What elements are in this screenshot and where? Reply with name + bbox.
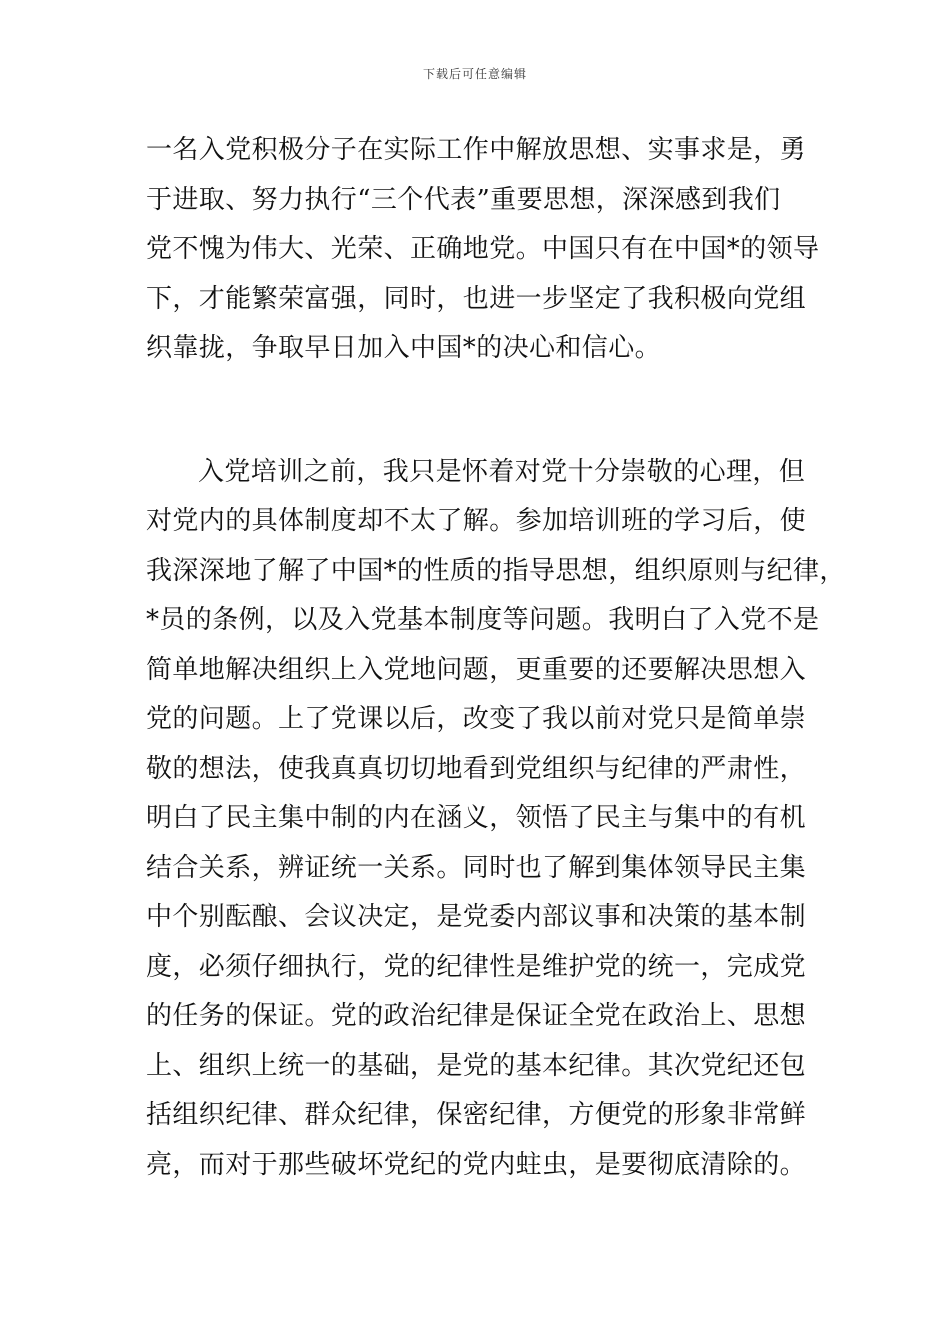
text-line: 结合关系，辨证统一关系。同时也了解到集体领导民主集 bbox=[146, 852, 807, 883]
text-line: 对党内的具体制度却不太了解。参加培训班的学习后，使 bbox=[146, 506, 807, 536]
text-line: 下，才能繁荣富强，同时，也进一步坚定了我积极向党组 bbox=[146, 283, 807, 314]
text-line: 我深深地了解了中国*的性质的指导思想，组织原则与纪律， bbox=[146, 555, 846, 586]
paragraph-2 bbox=[146, 448, 846, 1191]
text-line: 一名入党积极分子在实际工作中解放思想、实事求是，勇 bbox=[146, 135, 807, 165]
text-line: 明白了民主集中制的内在涵义，领悟了民主与集中的有机 bbox=[146, 803, 807, 833]
text-line: 简单地解决组织上入党地问题，更重要的还要解决思想入 bbox=[146, 654, 807, 685]
text-line: 亮，而对于那些破坏党纪的党内蛀虫，是要彻底清除的。 bbox=[146, 1149, 807, 1180]
text-line: 上、组织上统一的基础，是党的基本纪律。其次党纪还包 bbox=[146, 1050, 807, 1081]
text-line: 度，必须仔细执行，党的纪律性是维护党的统一，完成党 bbox=[146, 951, 807, 982]
text-line: 党的问题。上了党课以后，改变了我以前对党只是简单崇 bbox=[146, 704, 807, 734]
text-line-first-indented: 入党培训之前，我只是怀着对党十分崇敬的心理，但 bbox=[198, 456, 806, 487]
paragraph-spacer bbox=[146, 374, 810, 448]
text-line: 敬的想法，使我真真切切地看到党组织与纪律的严肃性， bbox=[146, 753, 807, 784]
text-line: 中个别酝酿、会议决定，是党委内部议事和决策的基本制 bbox=[146, 902, 807, 932]
text-line: 党不愧为伟大、光荣、正确地党。中国只有在中国*的领导 bbox=[146, 234, 820, 264]
paragraph-1 bbox=[146, 126, 820, 374]
text-line: 织靠拢，争取早日加入中国*的决心和信心。 bbox=[146, 333, 662, 363]
text-line: 于进取、努力执行“三个代表”重要思想，深深感到我们 bbox=[146, 184, 781, 215]
text-line: *员的条例，以及入党基本制度等问题。我明白了入党不是 bbox=[146, 605, 820, 635]
page-header: 下载后可任意编辑 bbox=[422, 67, 527, 81]
text-line: 的任务的保证。党的政治纪律是保证全党在政治上、思想 bbox=[146, 1001, 807, 1031]
document-body bbox=[146, 126, 846, 1190]
text-line: 括组织纪律、群众纪律，保密纪律，方便党的形象非常鲜 bbox=[146, 1100, 807, 1130]
